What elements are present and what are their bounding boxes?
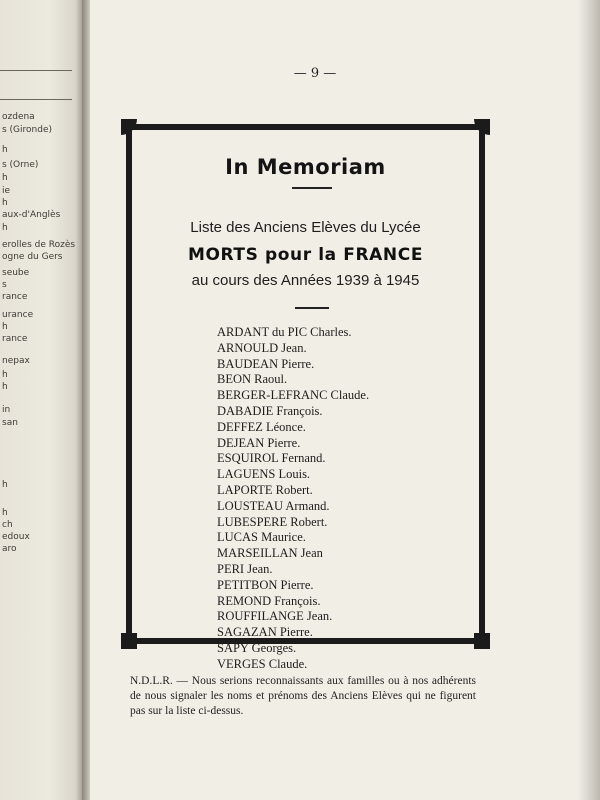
name-entry: LAPORTE Robert.: [217, 482, 313, 497]
memorial-period: au cours des Années 1939 à 1945: [191, 272, 420, 289]
name-entry: LAGUENS Louis.: [217, 467, 311, 482]
left-page-fragment: seube: [2, 268, 30, 278]
left-page-fragment: edoux: [2, 532, 30, 542]
name-entry: DEFFEZ Léonce.: [217, 419, 306, 434]
name-entry: MARSEILLAN Jean: [217, 546, 323, 561]
name-entry: REMOND François.: [217, 593, 321, 608]
name-entry: SAGAZAN Pierre.: [217, 625, 313, 640]
left-page-rule: [0, 99, 72, 100]
left-page-fragment: h: [2, 223, 8, 233]
separator-rule: [295, 307, 329, 309]
name-entry: ROUFFILANGE Jean.: [217, 609, 333, 624]
left-page-fragment: nepax: [2, 356, 30, 366]
title-underline: [292, 187, 332, 189]
memorial-frame: [126, 124, 485, 671]
memorial-subtitle: Liste des Anciens Elèves du Lycée: [190, 219, 421, 236]
frame-corner-ornament: [474, 633, 490, 649]
name-entry: DEJEAN Pierre.: [217, 435, 301, 450]
editor-note: N.D.L.R. — Nous serions reconnaissants aux familles ou à nos adhérents de nous signaler les noms et prénoms des Anciens Elèves qui ne figurent pas sur la liste ci-dessus.: [130, 674, 476, 717]
left-page-fragment: ozdena: [2, 112, 35, 122]
page-edge-shadow: [578, 0, 600, 800]
memorial-headline: MORTS pour la FRANCE: [187, 245, 424, 265]
name-entry: VERGES Claude.: [217, 656, 308, 671]
left-page-fragment: in: [2, 405, 11, 415]
name-entry: SAPY Georges.: [217, 640, 297, 655]
name-entry: BEON Raoul.: [217, 372, 288, 387]
frame-corner-ornament: [474, 119, 490, 135]
left-page-fragment: rance: [2, 292, 28, 302]
name-entry: BAUDEAN Pierre.: [217, 356, 315, 371]
book-gutter: [82, 0, 90, 800]
left-page-rule: [0, 70, 72, 71]
left-page-fragment: aux-d'Anglès: [2, 210, 61, 220]
left-page-fragment: ogne du Gers: [2, 252, 63, 262]
left-page: [0, 0, 82, 800]
name-entry: DABADIE François.: [217, 403, 323, 418]
names-list: [217, 325, 369, 673]
left-page-fragment: ch: [2, 520, 13, 530]
name-entry: LUCAS Maurice.: [217, 530, 306, 545]
frame-corner-ornament: [121, 119, 137, 135]
left-page-fragment: ie: [2, 186, 11, 196]
name-entry: ESQUIROL Fernand.: [217, 451, 326, 466]
name-entry: PERI Jean.: [217, 561, 273, 576]
name-entry: ARNOULD Jean.: [217, 340, 307, 355]
left-page-fragment: h: [2, 145, 8, 155]
left-page-fragment: h: [2, 508, 8, 518]
left-page-fragment: h: [2, 370, 8, 380]
memorial-title: In Memoriam: [225, 155, 386, 179]
left-page-fragment: h: [2, 382, 8, 392]
name-entry: LOUSTEAU Armand.: [217, 498, 330, 513]
left-page-fragment: rance: [2, 334, 28, 344]
left-page-fragment: h: [2, 480, 8, 490]
name-entry: BERGER-LEFRANC Claude.: [217, 388, 370, 403]
left-page-fragment: san: [2, 418, 18, 428]
left-page-fragment: erolles de Rozès: [2, 240, 76, 250]
right-page: [90, 0, 600, 800]
left-page-fragment: urance: [2, 310, 34, 320]
page-number: — 9 —: [293, 66, 337, 81]
name-entry: LUBESPERE Robert.: [217, 514, 328, 529]
left-page-fragment: s (Orne): [2, 160, 39, 170]
left-page-fragment: h: [2, 322, 8, 332]
left-page-fragment: s: [2, 280, 7, 290]
frame-corner-ornament: [121, 633, 137, 649]
name-entry: PETITBON Pierre.: [217, 577, 314, 592]
left-page-fragment: h: [2, 173, 8, 183]
name-entry: ARDANT du PIC Charles.: [217, 325, 352, 339]
left-page-fragment: aro: [2, 544, 17, 554]
left-page-fragment: s (Gironde): [2, 125, 53, 135]
left-page-fragment: h: [2, 198, 8, 208]
